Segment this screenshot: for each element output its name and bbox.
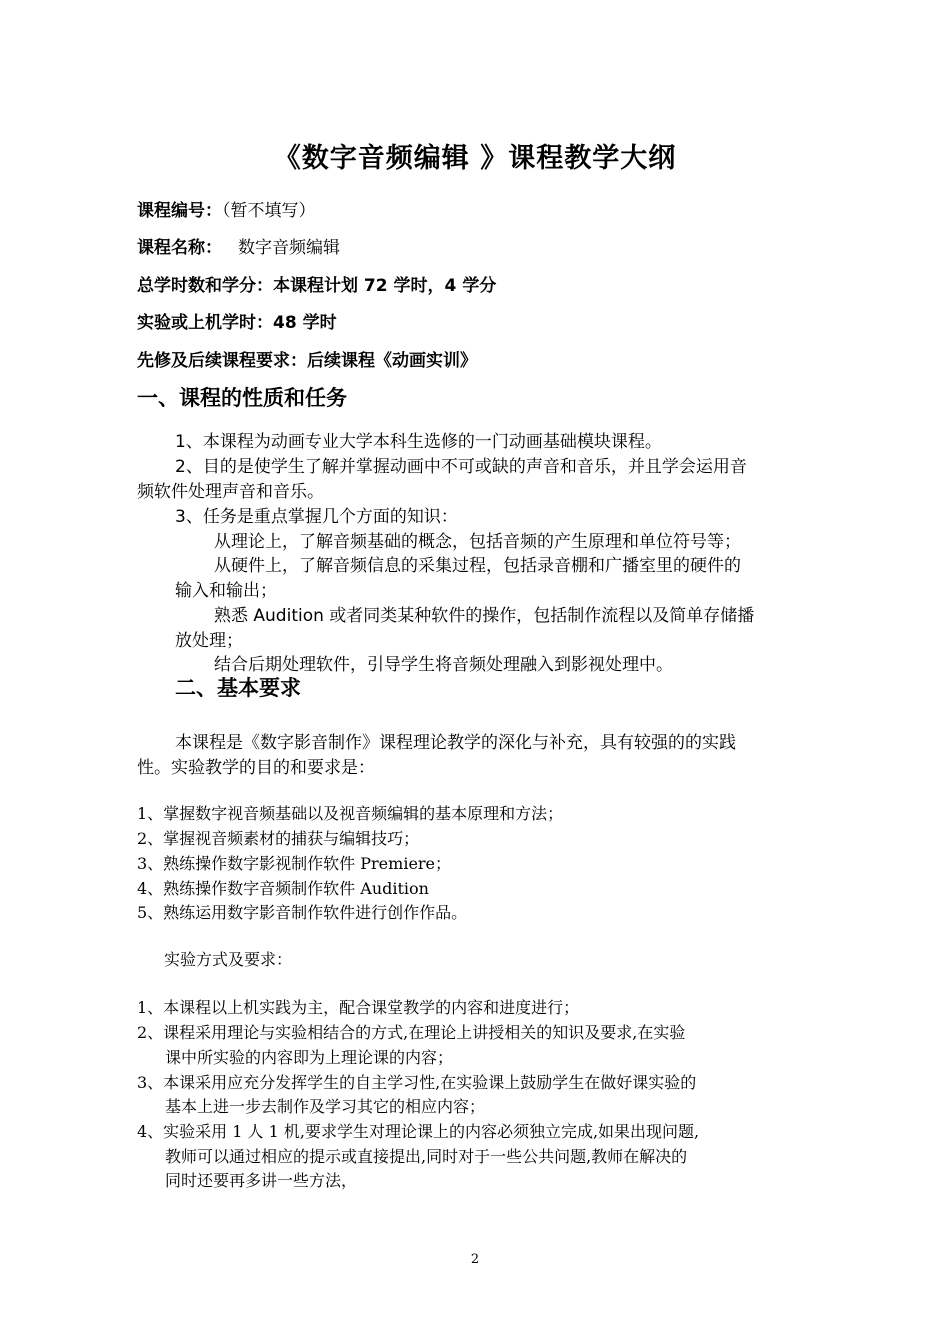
goal-item-5: 5、熟练运用数字影音制作软件进行创作作品。 (137, 903, 468, 922)
task-hardware-line-1: 从硬件上，了解音频信息的采集过程，包括录音棚和广播室里的硬件的 (214, 556, 741, 576)
method-item-2-line-1: 2、课程采用理论与实验相结合的方式,在理论上讲授相关的知识及要求,在实验 (137, 1023, 686, 1042)
task-software-line-1: 熟悉 Audition 或者同类某种软件的操作，包括制作流程以及简单存储播 (214, 606, 755, 626)
course-name (137, 233, 340, 258)
section-heading-nature: 一、课程的性质和任务 (137, 386, 347, 410)
goal-item-3: 3、熟练操作数字影视制作软件 Premiere； (137, 854, 452, 873)
course-hours (137, 271, 496, 296)
prerequisite-value: 后续课程《动画实训》 (307, 351, 477, 371)
method-item-4-line-3: 同时还要再多讲一些方法， (165, 1171, 358, 1190)
course-name-label: 课程名称： (137, 238, 222, 258)
prerequisite-label: 先修及后续课程要求： (137, 351, 307, 371)
task-software-line-2: 放处理； (175, 631, 243, 651)
course-code (137, 196, 316, 221)
section1-paragraph-3: 3、任务是重点掌握几个方面的知识： (175, 507, 458, 527)
course-hours-value: 本课程计划 72 学时，4 学分 (273, 276, 497, 296)
task-hardware-line-2: 输入和输出； (175, 581, 277, 601)
course-name-value: 数字音频编辑 (238, 238, 340, 258)
lab-hours-label: 实验或上机学时： (137, 313, 273, 333)
task-theory: 从理论上，了解音频基础的概念，包括音频的产生原理和单位符号等； (214, 532, 741, 552)
section2-intro-line-1: 本课程是《数字影音制作》课程理论教学的深化与补充，具有较强的的实践 (175, 733, 736, 753)
method-item-1: 1、本课程以上机实践为主，配合课堂教学的内容和进度进行； (137, 998, 580, 1017)
section1-paragraph-2-line-2: 频软件处理声音和音乐。 (137, 482, 324, 502)
page-title: 《数字音频编辑 》课程教学大纲 (273, 143, 677, 174)
method-item-4-line-1: 4、实验采用 1 人 1 机,要求学生对理论课上的内容必须独立完成,如果出现问题, (137, 1122, 700, 1141)
method-item-3-line-1: 3、本课采用应充分发挥学生的自主学习性,在实验课上鼓励学生在做好课实验的 (137, 1073, 697, 1092)
prerequisite (137, 346, 477, 371)
method-heading: 实验方式及要求： (164, 950, 293, 969)
course-code-value: （暂不填写） (222, 201, 316, 221)
goal-item-1: 1、掌握数字视音频基础以及视音频编辑的基本原理和方法； (137, 804, 564, 823)
task-postprocessing: 结合后期处理软件，引导学生将音频处理融入到影视处理中。 (214, 655, 673, 675)
lab-hours (137, 308, 337, 333)
page-number: 2 (470, 1252, 480, 1267)
course-hours-label: 总学时数和学分： (137, 276, 273, 296)
method-item-2-line-2: 课中所实验的内容即为上理论课的内容； (165, 1048, 454, 1067)
section2-intro-line-2: 性。实验教学的目的和要求是： (137, 758, 375, 778)
goal-item-4: 4、熟练操作数字音频制作软件 Audition (137, 879, 429, 898)
course-code-label: 课程编号： (137, 201, 222, 221)
method-item-3-line-2: 基本上进一步去制作及学习其它的相应内容； (165, 1097, 486, 1116)
section1-paragraph-2-line-1: 2、目的是使学生了解并掌握动画中不可或缺的声音和音乐，并且学会运用音 (175, 457, 747, 477)
lab-hours-value: 48 学时 (273, 313, 337, 333)
method-item-4-line-2: 教师可以通过相应的提示或直接提出,同时对于一些公共问题,教师在解决的 (165, 1147, 688, 1166)
section-heading-requirements: 二、基本要求 (175, 676, 301, 700)
goal-item-2: 2、掌握视音频素材的捕获与编辑技巧； (137, 829, 420, 848)
section1-paragraph-1: 1、本课程为动画专业大学本科生选修的一门动画基础模块课程。 (175, 432, 662, 452)
